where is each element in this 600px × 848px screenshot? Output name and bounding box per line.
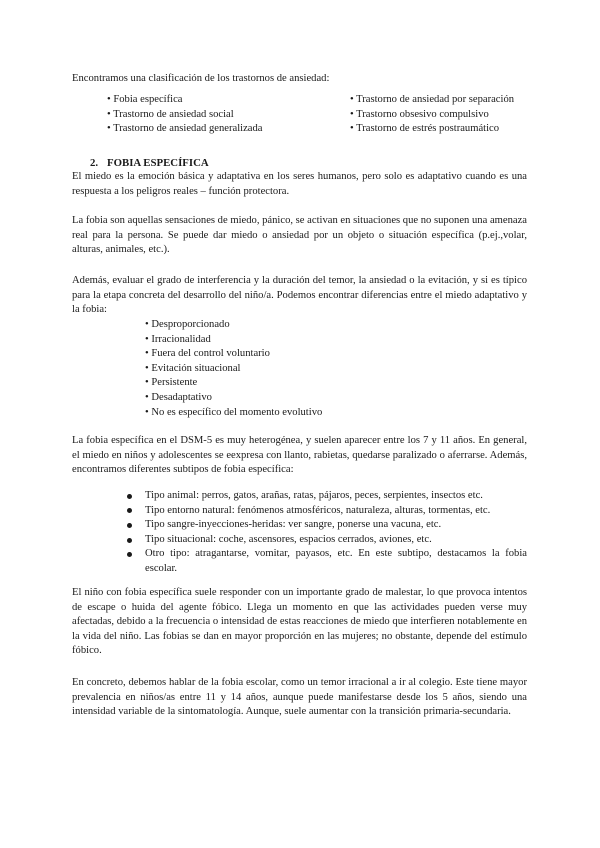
- classification-item: • Trastorno de ansiedad generalizada: [107, 123, 263, 135]
- list-item: [127, 533, 527, 548]
- differences-list: [145, 318, 505, 420]
- bullet-icon: [127, 552, 132, 557]
- list-item: • Irracionalidad: [145, 333, 211, 345]
- list-item: • Desadaptativo: [145, 391, 212, 403]
- list-item: [127, 518, 527, 533]
- section-number: 2.: [90, 157, 99, 169]
- classification-item: • Trastorno obsesivo compulsivo: [350, 108, 489, 120]
- list-item: [127, 547, 527, 576]
- paragraph-dsm5: La fobia específica en el DSM-5 es muy heterogénea, y suelen aparecer entre los 7 y 11 años. En general, el miedo en niños y adolescentes se eexpresa con llanto, rabietas, quedarse paralizado o aferrarse. Además, encontramos diferentes subtipos de fobia específica:: [72, 435, 527, 476]
- section-heading: [90, 156, 209, 171]
- classification-item: • Fobia específica: [107, 94, 183, 105]
- document-page: [72, 0, 527, 848]
- subtypes-list: [127, 489, 527, 577]
- list-item: • No es específico del momento evolutivo: [145, 406, 323, 418]
- paragraph-school-phobia: En concreto, debemos hablar de la fobia escolar, como un temor irracional a ir al colegio. Este tiene mayor prevalencia en niños/as entre 11 y 14 años, aunque puede manifestarse desde los 5 años, siendo una intensidad variable de la sintomatología. Aunque, suele aumentar con la transición primaria-secundaria.: [72, 677, 527, 718]
- classification-item: • Trastorno de ansiedad social: [107, 108, 234, 120]
- classification-column-left: [107, 93, 337, 137]
- list-item-text: Tipo animal: perros, gatos, arañas, ratas, pájaros, peces, serpientes, insectos etc.: [145, 490, 483, 501]
- classification-item: • Trastorno de estrés postraumático: [350, 123, 500, 135]
- list-item-text: Otro tipo: atragantarse, vomitar, payasos, etc. En este subtipo, destacamos la fobia escolar.: [145, 548, 527, 574]
- intro-text: Encontramos una clasificación de los trastornos de ansiedad:: [72, 73, 330, 84]
- paragraph-interference: Además, evaluar el grado de interferencia y la duración del temor, la ansiedad o la evitación, y si es típico para la etapa concreta del desarrollo del niño/a. Podemos encontrar diferencias entre el miedo adaptativo y la fobia:: [72, 275, 527, 316]
- paragraph-phobia-definition: La fobia son aquellas sensaciones de miedo, pánico, se activan en situaciones que no suponen una amenaza real para la persona. Se puede dar miedo o ansiedad por un objeto o situación específica (p.ej.,volar, alturas, animales, etc.).: [72, 215, 527, 256]
- bullet-icon: [127, 538, 132, 543]
- bullet-icon: [127, 523, 132, 528]
- list-item: [127, 489, 527, 504]
- list-item-text: Tipo entorno natural: fenómenos atmosféricos, naturaleza, alturas, tormentas, etc.: [145, 504, 491, 516]
- list-item-text: Tipo situacional: coche, ascensores, espacios cerrados, aviones, etc.: [145, 533, 432, 545]
- classification-column-right: [350, 93, 580, 137]
- list-item: • Evitación situacional: [145, 362, 241, 374]
- paragraph-child-response: El niño con fobia específica suele responder con un importante grado de malestar, lo que provoca intentos de escape o huida del agente fóbico. Llega un momento en que las actividades pueden verse muy afectadas, debido a la frecuencia o intensidad de estas reacciones de miedo que interfieren notablemente en la vida del niño. Las fobias se dan en mayor proporción en las mujeres; no obstante, depende del estímulo fóbico.: [72, 587, 527, 657]
- paragraph-fear-definition: El miedo es la emoción básica y adaptativa en los seres humanos, pero solo es adaptativo cuando es una respuesta a los peligros reales – función protectora.: [72, 171, 527, 197]
- list-item: • Desproporcionado: [145, 319, 230, 330]
- list-item-text: Tipo sangre-inyecciones-heridas: ver sangre, ponerse una vacuna, etc.: [145, 519, 442, 531]
- bullet-icon: [127, 494, 132, 499]
- bullet-icon: [127, 508, 132, 513]
- section-title: FOBIA ESPECÍFICA: [107, 157, 209, 169]
- list-item: [127, 504, 527, 519]
- list-item: • Persistente: [145, 377, 198, 389]
- classification-item: • Trastorno de ansiedad por separación: [350, 94, 515, 105]
- list-item: • Fuera del control voluntario: [145, 348, 270, 360]
